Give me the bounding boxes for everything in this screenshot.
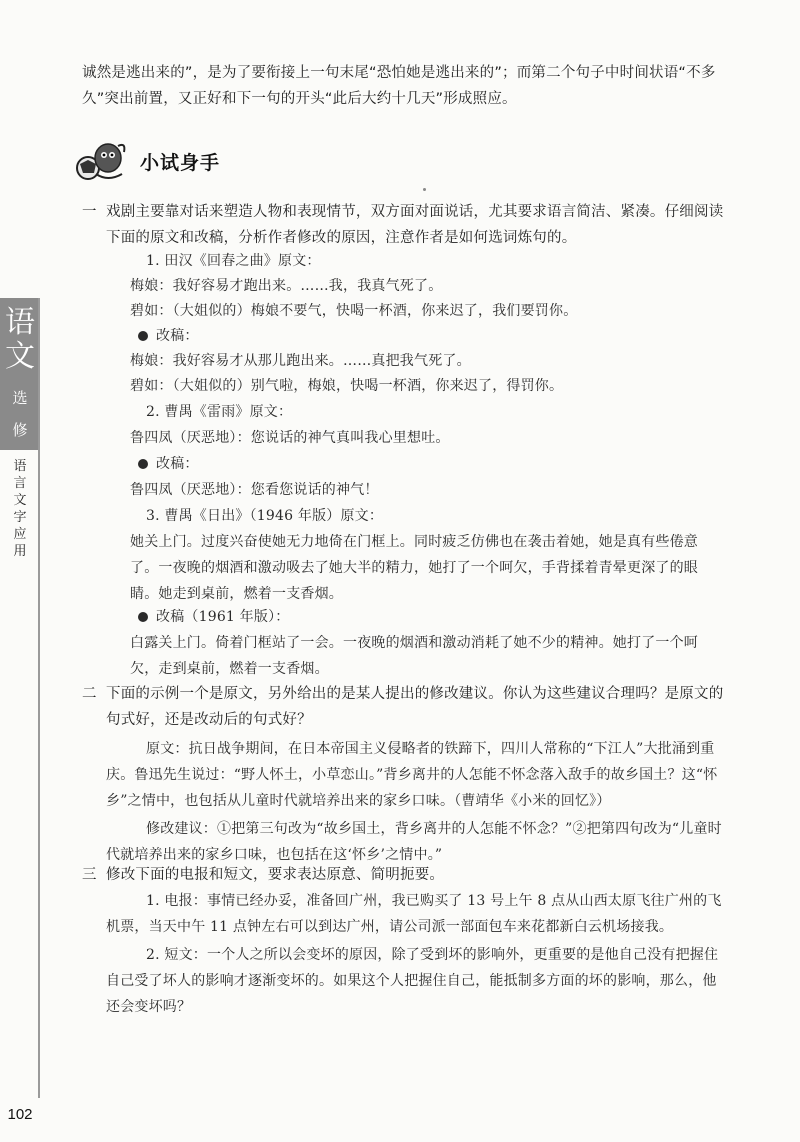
exercise-2-text: 下面的示例一个是原文，另外给出的是某人提出的修改建议。你认为这些建议合理吗？是原文的句式好，还是改动后的句式好？ — [106, 686, 724, 728]
ex1-item1-orig-b: 碧如：（大姐似的）梅娘不要气，快喝一杯酒，你来迟了，我们要罚你。 — [130, 303, 578, 319]
speck — [423, 188, 426, 191]
exercise-3-text: 修改下面的电报和短文，要求表达原意、简明扼要。 — [106, 867, 445, 883]
character-icon — [74, 138, 128, 182]
bullet-icon — [138, 612, 148, 622]
page-number: 102 — [7, 1106, 33, 1123]
ex1-item1-title: 1. 田汉《回春之曲》原文： — [146, 253, 321, 269]
ex1-item3-rev-label — [138, 604, 718, 630]
ex1-item3-orig: 她关上门。过度兴奋使她无力地倚在门框上。同时疲乏仿佛也在袭击着她，她是真有些倦意了。一夜晚的烟酒和激动吸去了她大半的精力，她打了一个呵欠，手背揉着青晕更深了的眼睛。她走到桌前，燃着一支香烟。 — [130, 534, 698, 602]
exercise-3-item-2: 2. 短文：一个人之所以会变坏的原因，除了受到坏的影响外，更重要的是他自己没有把握住自己受了坏人的影响才逐渐变坏的。如果这个人把握住自己，能抵制多方面的坏的影响，那么，他还会变坏吗？ — [106, 947, 719, 1015]
exercise-3-number: 三 — [82, 867, 97, 883]
bullet-icon — [138, 331, 148, 341]
ex1-revision-label-2 — [138, 451, 718, 477]
exercise-2-number: 二 — [82, 686, 97, 702]
ex1-item2-rev: 鲁四凤（厌恶地）：您看您说话的神气！ — [130, 482, 379, 498]
exercise-1-text-content: 戏剧主要靠对话来塑造人物和表现情节，双方面对面说话，尤其要求语言简洁、紧凑。仔细阅读下面的原文和改稿，分析作者修改的原因，注意作者是如何选词炼句的。 — [106, 204, 724, 246]
ex1-item1-orig-a: 梅娘：我好容易才跑出来。……我，我真气死了。 — [130, 278, 443, 294]
exercise-2-original: 原文：抗日战争期间，在日本帝国主义侵略者的铁蹄下，四川人常称的“下江人”大批涌到重庆。鲁迅先生说过：“野人怀土，小草恋山。”背乡离井的人怎能不怀念落入敌手的故乡国土？这“怀乡”之情中，也包括从儿童时代就培养出来的家乡口味。（曹靖华《小米的回忆》） — [106, 741, 718, 809]
ex1-item1-rev-b: 碧如：（大姐似的）别气啦，梅娘，快喝一杯酒，你来迟了，得罚你。 — [130, 378, 564, 394]
side-tab-char-1: 语 — [5, 305, 35, 340]
ex1-item1-rev-a: 梅娘：我好容易才从那儿跑出来。……真把我气死了。 — [130, 353, 471, 369]
ex1-item2-title: 2. 曹禺《雷雨》原文： — [146, 404, 293, 420]
side-vertical-label: 语言文字应用 — [13, 459, 27, 559]
exercise-3-item-1: 1. 电报：事情已经办妥，准备回广州，我已购买了 13 号上午 8 点从山西太原飞往广州的飞机票，当天中午 11 点钟左右可以到达广州，请公司派一部面包车来花都新白云机场接我。 — [106, 893, 722, 935]
exercise-1-number: 一 — [82, 204, 97, 220]
side-tab-small-1: 选 — [12, 389, 28, 407]
side-tab-char-2: 文 — [5, 339, 35, 374]
revision-label-text: 改稿： — [156, 456, 199, 472]
section-heading: 小试身手 — [140, 152, 221, 174]
bullet-icon — [138, 459, 148, 469]
ex1-item3-title: 3. 曹禺《日出》（1946 年版）原文： — [146, 508, 384, 524]
side-tab-small-2: 修 — [12, 421, 28, 439]
ex1-item2-orig: 鲁四凤（厌恶地）：您说话的神气真叫我心里想吐。 — [130, 430, 450, 446]
intro-paragraph: 诚然是逃出来的”，是为了要衔接上一句末尾“恐怕她是逃出来的”；而第二个句子中时间状语“不多久”突出前置，又正好和下一句的开头“此后大约十几天”形成照应。 — [82, 65, 716, 107]
side-divider-line — [38, 298, 40, 1098]
ex1-revision-label-1 — [138, 323, 718, 349]
revision-label-text: 改稿： — [156, 328, 199, 344]
exercise-1-text — [106, 199, 724, 251]
side-tab — [0, 298, 38, 450]
item3-rev-label-text: 改稿（1961 年版）： — [156, 609, 290, 625]
ex1-item3-rev: 白露关上门。倚着门框站了一会。一夜晚的烟酒和激动消耗了她不少的精神。她打了一个呵欠，走到桌前，燃着一支香烟。 — [130, 635, 698, 677]
exercise-2-suggestion: 修改建议：①把第三句改为“故乡国土，背乡离井的人怎能不怀念？”②把第四句改为“儿童时代就培养出来的家乡口味，也包括在这‘怀乡’之情中。” — [106, 821, 722, 863]
